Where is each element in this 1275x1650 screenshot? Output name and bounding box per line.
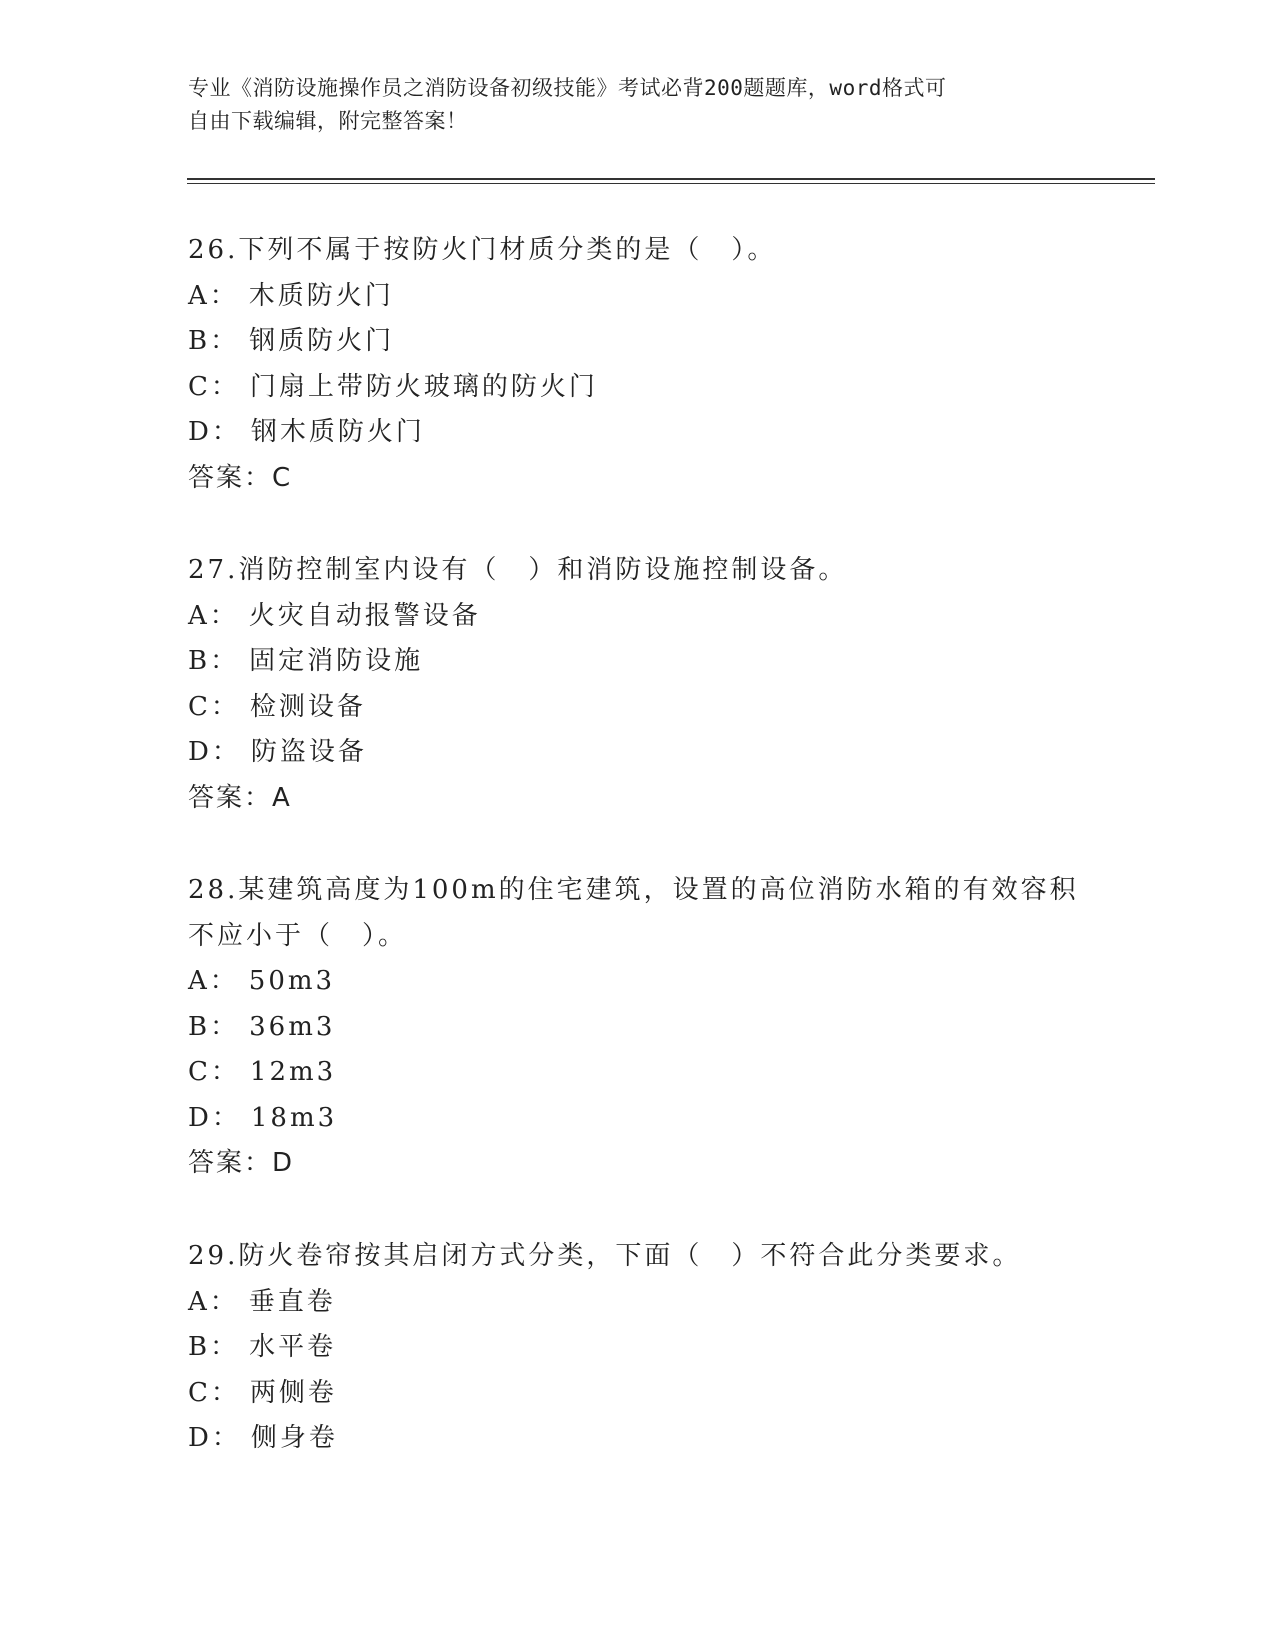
- header-line-1: 专业《消防设施操作员之消防设备初级技能》考试必背200题题库，word格式可: [188, 76, 947, 100]
- option-text: 垂直卷: [248, 1286, 336, 1317]
- option-letter: A：: [188, 280, 239, 311]
- option-letter: A：: [188, 1286, 239, 1317]
- answer-line: 答案：D: [188, 1148, 295, 1178]
- header-divider-thick: [187, 178, 1155, 180]
- option-b: [188, 319, 1088, 365]
- option-b: [188, 1325, 1088, 1371]
- answer-line: 答案：A: [188, 782, 292, 813]
- header-line-2: 自由下载编辑，附完整答案！: [188, 109, 468, 133]
- option-text: 火灾自动报警设备: [248, 600, 481, 631]
- option-letter: A：: [188, 966, 239, 996]
- option-d: [188, 1416, 1088, 1462]
- option-letter: C：: [188, 1377, 240, 1408]
- question-28: [188, 868, 1088, 1187]
- option-text: 36m3: [249, 1011, 336, 1042]
- option-letter: D：: [188, 1423, 241, 1453]
- option-text: 钢质防火门: [249, 326, 395, 356]
- option-text: 50m3: [248, 966, 336, 996]
- option-letter: D：: [188, 417, 241, 447]
- option-letter: C：: [188, 1057, 240, 1087]
- question-stem: 28.某建筑高度为100m的住宅建筑，设置的高位消防水箱的有效容积: [188, 875, 1079, 905]
- option-text: 18m3: [250, 1102, 338, 1133]
- option-b: [188, 639, 1088, 685]
- option-text: 检测设备: [249, 691, 366, 722]
- option-d: [188, 410, 1088, 456]
- question-stem: 26.下列不属于按防火门材质分类的是（ ）。: [188, 235, 777, 265]
- option-letter: D：: [188, 737, 241, 767]
- question-stem: 29.防火卷帘按其启闭方式分类，下面（ ）不符合此分类要求。: [188, 1241, 1022, 1271]
- option-letter: B：: [188, 1011, 240, 1042]
- header-divider-thin: [187, 183, 1155, 184]
- option-text: 固定消防设施: [249, 646, 424, 676]
- option-letter: D：: [188, 1102, 241, 1133]
- answer-line: 答案：C: [188, 462, 293, 493]
- option-b: [188, 1005, 1088, 1051]
- option-text: 门扇上带防火玻璃的防火门: [249, 371, 598, 402]
- option-letter: B：: [188, 326, 240, 356]
- question-stem: 27.消防控制室内设有（ ）和消防设施控制设备。: [188, 555, 848, 585]
- option-letter: B：: [188, 646, 240, 676]
- option-letter: C：: [188, 371, 240, 402]
- option-text: 侧身卷: [250, 1423, 338, 1453]
- question-27: [188, 548, 1088, 821]
- option-letter: C：: [188, 691, 240, 722]
- option-c: [188, 365, 1088, 411]
- option-text: 防盗设备: [250, 737, 367, 767]
- option-text: 钢木质防火门: [250, 417, 425, 447]
- option-text: 两侧卷: [249, 1377, 337, 1408]
- option-a: [188, 274, 1088, 320]
- option-a: [188, 959, 1088, 1005]
- option-c: [188, 1371, 1088, 1417]
- option-letter: B：: [188, 1332, 240, 1362]
- document-header: [188, 72, 1068, 138]
- question-29: [188, 1234, 1088, 1462]
- option-text: 水平卷: [249, 1332, 337, 1362]
- question-stem-cont: 不应小于（ ）。: [188, 920, 408, 951]
- option-d: [188, 730, 1088, 776]
- option-c: [188, 685, 1088, 731]
- option-c: [188, 1050, 1088, 1096]
- option-text: 木质防火门: [248, 280, 394, 311]
- option-d: [188, 1096, 1088, 1142]
- question-26: [188, 228, 1088, 501]
- option-a: [188, 1280, 1088, 1326]
- option-a: [188, 594, 1088, 640]
- option-letter: A：: [188, 600, 239, 631]
- option-text: 12m3: [249, 1057, 337, 1087]
